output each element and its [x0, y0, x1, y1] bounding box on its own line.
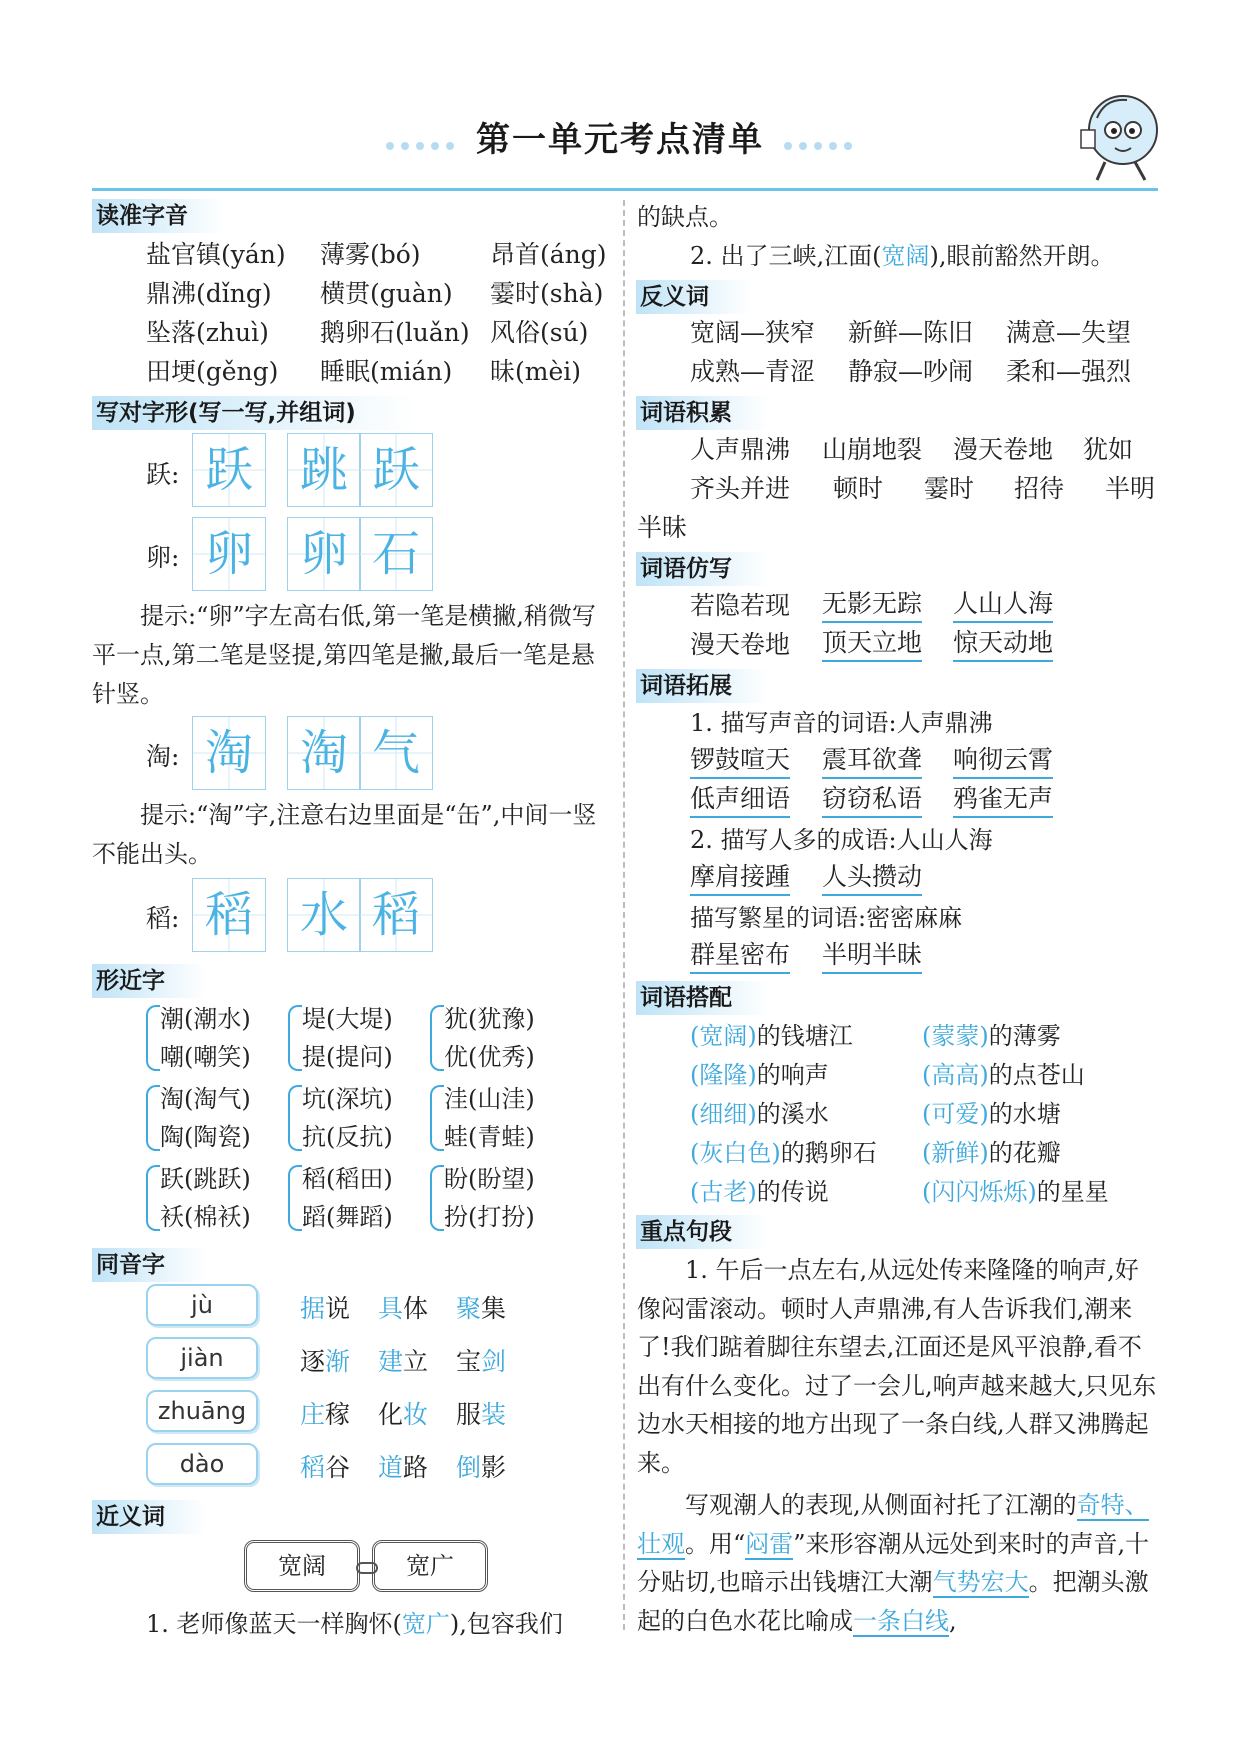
synonym-s2-post: ),眼前豁然开朗。	[929, 242, 1115, 270]
collocation-item	[922, 1134, 1061, 1172]
homophone-char-a: 据	[300, 1294, 326, 1323]
brace	[430, 1085, 444, 1151]
expand-a2-3: 鸦雀无声	[953, 782, 1053, 818]
collocation-answer: 闪闪烁烁	[931, 1178, 1028, 1206]
collocation-answer: 高高	[931, 1061, 980, 1089]
expand-a4-2: 半明半昧	[822, 938, 922, 974]
collocation-answer: 细细	[699, 1100, 748, 1128]
section-synonym: 近义词	[92, 1500, 206, 1534]
header-rule	[92, 188, 1158, 191]
paren-open: (	[690, 1022, 700, 1050]
section-homophone: 同音字	[92, 1248, 206, 1282]
paren-open: (	[690, 1178, 700, 1206]
expand-line-3: 描写繁星的词语:密密麻麻	[690, 904, 963, 932]
expand-a4-1: 群星密布	[690, 938, 790, 974]
homophone-char-b: 装	[481, 1400, 507, 1429]
pron-4-3: 昧(mèi)	[490, 357, 582, 386]
homophone-char-a: 道	[378, 1453, 404, 1482]
homophone-pinyin-box: jù	[146, 1284, 258, 1326]
accumulate-9: 半明	[1105, 474, 1156, 503]
section-collocation: 词语搭配	[636, 981, 770, 1015]
pron-2-1: 鼎沸(dǐng)	[146, 279, 272, 308]
pron-1-2: 薄雾(bó)	[320, 240, 421, 269]
similar-1-1: 潮(潮水)	[160, 1005, 251, 1033]
accumulate-3: 漫天卷地	[953, 435, 1054, 464]
paren-open: (	[922, 1100, 932, 1128]
paren-open: (	[690, 1100, 700, 1128]
antonym-2-3: 柔和—强烈	[1006, 357, 1132, 386]
pron-3-1: 坠落(zhuì)	[146, 318, 269, 347]
collocation-item	[922, 1173, 1109, 1211]
homophone-char-a: 化	[378, 1400, 404, 1429]
synonym-s1-post: ),包容我们	[449, 1610, 563, 1638]
paren-open: (	[922, 1022, 932, 1050]
collocation-noun: 的钱塘江	[756, 1022, 853, 1050]
key-paragraph-1: 1. 午后一点左右,从远处传来隆隆的响声,好像闷雷滚动。顿时人声鼎沸,有人告诉我们,潮来了!我们踮着脚往东望去,江面还是风平浪静,看不出有什么变化。过了一会儿,响声越来越大,只见东边水天相接的地方出现了一条白线,人群又沸腾起来。	[637, 1256, 1157, 1477]
paren-close: )	[747, 1022, 757, 1050]
synonym-sentence-1-cont: 的缺点。	[637, 203, 733, 231]
synonym-s2-answer: 宽阔	[881, 242, 930, 270]
collocation-item	[690, 1017, 853, 1055]
paren-open: (	[922, 1061, 932, 1089]
paren-close: )	[747, 1100, 757, 1128]
homophone-char-a: 建	[378, 1347, 404, 1376]
similar-3-2: 袄(棉袄)	[160, 1203, 251, 1231]
writing-grid-3: 淘	[192, 716, 266, 790]
homophone-word	[378, 1343, 428, 1381]
key-answer-4: 一条白线	[853, 1606, 949, 1635]
homophone-char-b: 影	[481, 1453, 507, 1482]
homophone-pinyin-box: dào	[146, 1443, 258, 1485]
writing-tip-2: 提示:“淘”字,注意右边里面是“缶”,中间一竖不能出头。	[92, 801, 597, 868]
antonym-1-1: 宽阔—狭窄	[690, 318, 816, 347]
similar-2-4: 抗(反抗)	[302, 1123, 393, 1151]
key-answer-3: 气势宏大	[932, 1568, 1029, 1596]
homophone-word	[456, 1449, 506, 1487]
synonym-s1-pre: 1. 老师像蓝天一样胸怀(	[146, 1610, 402, 1638]
imitate-answer-1b: 人山人海	[953, 587, 1053, 623]
homophone-char-b: 说	[325, 1294, 351, 1323]
pron-3-3: 风俗(sú)	[490, 318, 589, 347]
similar-3-5: 盼(盼望)	[444, 1165, 535, 1193]
collocation-answer: 古老	[699, 1178, 748, 1206]
similar-2-1: 淘(淘气)	[160, 1085, 251, 1113]
pron-2-2: 横贯(guàn)	[320, 279, 453, 308]
homophone-word	[300, 1449, 350, 1487]
brace	[288, 1005, 302, 1071]
pron-1-3: 昂首(áng)	[490, 240, 607, 269]
similar-3-4: 蹈(舞蹈)	[302, 1203, 393, 1231]
expand-line-1: 1. 描写声音的词语:人声鼎沸	[690, 709, 993, 737]
synonym-s1-answer: 宽广	[401, 1610, 450, 1638]
writing-label-2: 卵:	[146, 543, 180, 572]
homophone-pinyin-box: jiàn	[146, 1337, 258, 1379]
pron-3-2: 鹅卵石(luǎn)	[320, 318, 470, 347]
collocation-noun: 的点苍山	[988, 1061, 1085, 1089]
key-answer-2: 闷雷	[745, 1529, 794, 1558]
similar-1-2: 嘲(嘲笑)	[160, 1043, 251, 1071]
pron-1-1: 盐官镇(yán)	[146, 240, 286, 269]
imitate-answer-2b: 惊天动地	[953, 626, 1053, 662]
collocation-item	[922, 1017, 1061, 1055]
paren-close: )	[771, 1139, 781, 1167]
homophone-char-a: 服	[456, 1400, 482, 1429]
paren-close: )	[979, 1100, 989, 1128]
homophone-word	[378, 1396, 428, 1434]
expand-a1-3: 响彻云霄	[953, 743, 1053, 779]
synonym-box-b: 宽广	[372, 1540, 488, 1592]
similar-2-3: 坑(深坑)	[302, 1085, 393, 1113]
expand-a3-1: 摩肩接踵	[690, 860, 790, 896]
homophone-word	[378, 1290, 428, 1328]
collocation-answer: 蒙蒙	[931, 1022, 980, 1050]
brace	[146, 1085, 160, 1151]
collocation-item	[690, 1173, 829, 1211]
writing-grid-1b: 跃	[359, 433, 433, 507]
key-comment	[637, 1486, 1157, 1640]
homophone-char-b: 立	[403, 1347, 429, 1376]
writing-grid-1a: 跳	[287, 433, 361, 507]
homophone-char-b: 路	[403, 1453, 429, 1482]
section-writing: 写对字形(写一写,并组词)	[92, 396, 416, 430]
paren-open: (	[922, 1139, 932, 1167]
similar-1-4: 提(提问)	[302, 1043, 393, 1071]
homophone-char-a: 庄	[300, 1400, 326, 1429]
collocation-item	[922, 1095, 1061, 1133]
collocation-noun: 的薄雾	[988, 1022, 1061, 1050]
homophone-char-a: 宝	[456, 1347, 482, 1376]
homophone-char-a: 具	[378, 1294, 404, 1323]
accumulate-10: 半昧	[637, 513, 688, 542]
brace	[430, 1005, 444, 1071]
similar-2-5: 洼(山洼)	[444, 1085, 535, 1113]
homophone-word	[378, 1449, 428, 1487]
antonym-1-2: 新鲜—陈旧	[848, 318, 974, 347]
collocation-noun: 的水塘	[988, 1100, 1061, 1128]
paren-close: )	[747, 1178, 757, 1206]
expand-a2-1: 低声细语	[690, 782, 790, 818]
accumulate-5: 齐头并进	[690, 474, 791, 503]
homophone-word	[300, 1396, 350, 1434]
section-similar: 形近字	[92, 964, 206, 998]
expand-a1-1: 锣鼓喧天	[690, 743, 790, 779]
collocation-item	[690, 1095, 829, 1133]
imitate-base-1: 若隐若现	[690, 591, 791, 620]
collocation-answer: 隆隆	[699, 1061, 748, 1089]
similar-1-6: 优(优秀)	[444, 1043, 535, 1071]
expand-a1-2: 震耳欲聋	[822, 743, 922, 779]
collocation-noun: 的传说	[756, 1178, 829, 1206]
homophone-char-b: 体	[403, 1294, 429, 1323]
collocation-noun: 的鹅卵石	[780, 1139, 877, 1167]
pron-4-1: 田埂(gěng)	[146, 357, 279, 386]
writing-grid-4: 稻	[192, 878, 266, 952]
similar-3-1: 跃(跳跃)	[160, 1165, 251, 1193]
brace	[146, 1005, 160, 1071]
similar-3-6: 扮(打扮)	[444, 1203, 535, 1231]
accumulate-2: 山崩地裂	[822, 435, 923, 464]
expand-a2-2: 窃窃私语	[822, 782, 922, 818]
collocation-item	[690, 1134, 877, 1172]
homophone-pinyin-box: zhuāng	[146, 1390, 258, 1432]
expand-a3-2: 人头攒动	[822, 860, 922, 896]
imitate-base-2: 漫天卷地	[690, 630, 791, 659]
key-answer-1: 奇特、壮观	[637, 1491, 1149, 1558]
collocation-noun: 的花瓣	[988, 1139, 1061, 1167]
accumulate-4: 犹如	[1083, 435, 1134, 464]
collocation-noun: 的星星	[1036, 1178, 1109, 1206]
antonym-2-1: 成熟—青涩	[690, 357, 816, 386]
section-expand: 词语拓展	[636, 669, 770, 703]
section-key: 重点句段	[636, 1215, 770, 1249]
mascot-icon	[1075, 90, 1165, 185]
writing-grid-3a: 淘	[287, 716, 361, 790]
homophone-word	[300, 1343, 350, 1381]
collocation-answer: 新鲜	[931, 1139, 980, 1167]
page-title: 第一单元考点清单	[476, 120, 764, 160]
writing-grid-2a: 卵	[287, 517, 361, 591]
collocation-answer: 灰白色	[699, 1139, 772, 1167]
similar-2-2: 陶(陶瓷)	[160, 1123, 251, 1151]
paren-close: )	[747, 1061, 757, 1089]
writing-label-3: 淘:	[146, 742, 180, 771]
similar-1-5: 犹(犹豫)	[444, 1005, 535, 1033]
writing-grid-3b: 气	[359, 716, 433, 790]
writing-grid-4b: 稻	[359, 878, 433, 952]
section-accumulate: 词语积累	[636, 396, 770, 430]
homophone-word	[300, 1290, 350, 1328]
key-comment-mid2: ”来形容潮从远处到来时的声音,十分贴切,也暗示出钱塘江大潮	[637, 1529, 1150, 1596]
homophone-word	[456, 1343, 506, 1381]
pron-2-3: 霎时(shà)	[490, 279, 604, 308]
similar-2-6: 蛙(青蛙)	[444, 1123, 535, 1151]
accumulate-8: 招待	[1014, 474, 1065, 503]
expand-line-2: 2. 描写人多的成语:人山人海	[690, 826, 993, 854]
paren-close: )	[1027, 1178, 1037, 1206]
paren-close: )	[979, 1061, 989, 1089]
writing-grid-2b: 石	[359, 517, 433, 591]
accumulate-1: 人声鼎沸	[690, 435, 791, 464]
synonym-sentence-1	[146, 1605, 563, 1643]
writing-label-4: 稻:	[146, 904, 180, 933]
collocation-answer: 宽阔	[699, 1022, 748, 1050]
brace	[288, 1085, 302, 1151]
collocation-noun: 的溪水	[756, 1100, 829, 1128]
homophone-char-b: 谷	[325, 1453, 351, 1482]
paren-open: (	[690, 1139, 700, 1167]
homophone-char-a: 聚	[456, 1294, 482, 1323]
homophone-char-a: 稻	[300, 1453, 326, 1482]
paren-open: (	[690, 1061, 700, 1089]
homophone-word	[456, 1290, 506, 1328]
section-imitate: 词语仿写	[636, 552, 770, 586]
brace	[146, 1165, 160, 1231]
antonym-2-2: 静寂—吵闹	[848, 357, 974, 386]
collocation-item	[922, 1056, 1085, 1094]
pron-4-2: 睡眠(mián)	[320, 357, 453, 386]
homophone-char-b: 剑	[481, 1347, 507, 1376]
section-antonym: 反义词	[636, 280, 750, 314]
antonym-1-3: 满意—失望	[1006, 318, 1132, 347]
imitate-answer-2a: 顶天立地	[822, 626, 922, 662]
key-comment-mid3: 。把潮头激起的白色水花比喻成	[637, 1568, 1149, 1635]
collocation-answer: 可爱	[931, 1100, 980, 1128]
homophone-char-b: 渐	[325, 1347, 351, 1376]
brace	[430, 1165, 444, 1231]
homophone-char-a: 倒	[456, 1453, 482, 1482]
accumulate-7: 霎时	[924, 474, 975, 503]
brace	[288, 1165, 302, 1231]
synonym-s2-pre: 2. 出了三峡,江面(	[690, 242, 882, 270]
accumulate-6: 顿时	[833, 474, 884, 503]
paren-close: )	[979, 1139, 989, 1167]
collocation-item	[690, 1056, 829, 1094]
imitate-answer-1a: 无影无踪	[822, 587, 922, 623]
similar-3-3: 稻(稻田)	[302, 1165, 393, 1193]
key-comment-mid1: 。用“	[685, 1529, 746, 1558]
homophone-char-b: 妆	[403, 1400, 429, 1429]
key-comment-end: ,	[949, 1606, 957, 1635]
writing-grid-2: 卵	[192, 517, 266, 591]
writing-label-1: 跃:	[146, 460, 180, 489]
paren-close: )	[979, 1022, 989, 1050]
homophone-char-b: 集	[481, 1294, 507, 1323]
homophone-word	[456, 1396, 506, 1434]
title-dots-right	[784, 135, 859, 154]
paren-open: (	[922, 1178, 932, 1206]
collocation-noun: 的响声	[756, 1061, 829, 1089]
key-comment-pre: 写观潮人的表现,从侧面衬托了江潮的	[685, 1491, 1077, 1519]
writing-grid-1: 跃	[192, 433, 266, 507]
writing-tip-1: 提示:“卵”字左高右低,第一笔是横撇,稍微写平一点,第二笔是竖提,第四笔是撇,最后一笔是悬针竖。	[92, 602, 596, 708]
synonym-sentence-2	[690, 237, 1115, 275]
writing-grid-4a: 水	[287, 878, 361, 952]
similar-1-3: 堤(大堤)	[302, 1005, 393, 1033]
synonym-box-a: 宽阔	[244, 1540, 360, 1592]
homophone-char-a: 逐	[300, 1347, 326, 1376]
homophone-char-b: 稼	[325, 1400, 351, 1429]
column-divider	[623, 200, 625, 1630]
section-reading: 读准字音	[92, 199, 226, 233]
